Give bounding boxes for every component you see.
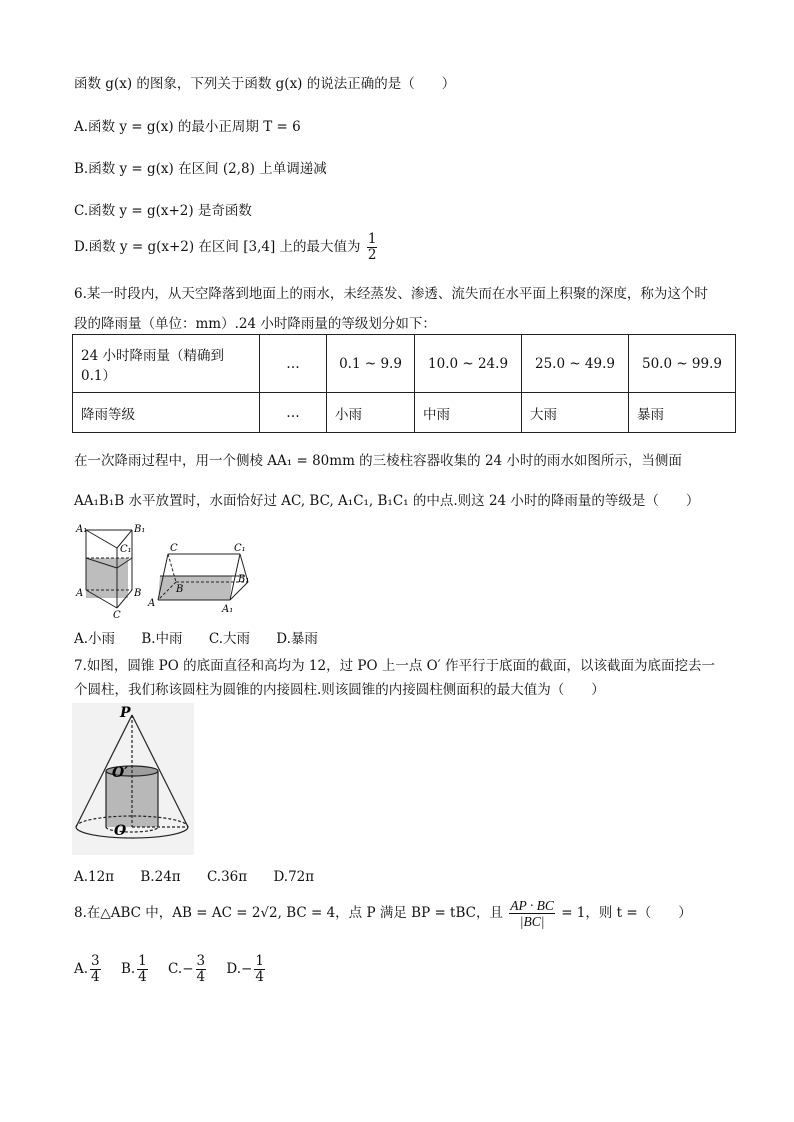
q6-option-d: D.暴雨: [276, 631, 318, 647]
label-o: O: [114, 823, 127, 839]
q8-option-c: [168, 954, 208, 985]
q6-options: [74, 627, 340, 647]
q8-fraction: [509, 898, 555, 929]
q7-option-c: C.36π: [206, 869, 248, 885]
q6-option-c: C.大雨: [208, 631, 250, 647]
q6-option-b: B.中雨: [141, 631, 183, 647]
q5-option-c: C.函数 y = g(x+2) 是奇函数: [74, 203, 252, 219]
q7-option-a: A.12π: [74, 869, 115, 885]
label-b-left: B: [134, 588, 142, 599]
q6-line-2: 段的降雨量（单位：mm）.24 小时降雨量的等级划分如下：: [74, 316, 436, 332]
q8-text-before: 8.在△ABC 中，AB = AC = 2√2, BC = 4，点 P 满足 BP = tBC，且: [74, 905, 503, 921]
label-b-right: B: [176, 584, 184, 595]
q7-line-2: 个圆柱，我们称该圆柱为圆锥的内接圆柱.则该圆锥的内接圆柱侧面积的最大值为（ ）: [74, 682, 605, 698]
fraction-denominator: 4: [196, 969, 206, 985]
fraction-denominator: 4: [255, 969, 264, 985]
label-b1-left: B₁: [134, 524, 146, 535]
table-cell: 暴雨: [628, 393, 735, 433]
q6-line-4: AA₁B₁B 水平放置时，水面恰好过 AC, BC, A₁C₁, B₁C₁ 的中点.则这 24 小时的降雨量的等级是（ ）: [74, 493, 700, 509]
fraction-numerator: 3: [196, 953, 206, 969]
rainfall-grade-table: [72, 334, 736, 433]
label-a1-right: A₁: [222, 604, 234, 615]
option-label: B.: [120, 961, 136, 977]
label-c1-left: C₁: [120, 544, 132, 555]
q5-option-b: B.函数 y = g(x) 在区间 (2,8) 上单调递减: [74, 161, 327, 177]
lying-prism: [158, 554, 248, 600]
q8-stem: [74, 898, 692, 929]
table-cell: 0.1 ~ 9.9: [327, 335, 415, 393]
label-a-right: A: [148, 598, 156, 609]
q6-line-1: 6.某一时段内，从天空降落到地面上的雨水，未经蒸发、渗透、流失而在水平面上积聚的深度，称为这个时: [74, 286, 708, 302]
fraction-numerator: AP · BC: [510, 898, 554, 913]
q7-option-b: B.24π: [140, 869, 181, 885]
fraction-denominator: 2: [367, 247, 377, 263]
q7-option-d: D.72π: [273, 869, 315, 885]
table-cell: …: [260, 393, 327, 433]
fraction-numerator: 1: [138, 953, 147, 969]
table-header-cell: 降雨等级: [73, 393, 260, 433]
fraction-denominator: 4: [138, 969, 147, 985]
option-fraction: [137, 954, 148, 985]
table-cell: 50.0 ~ 99.9: [628, 335, 735, 393]
table-cell: …: [260, 335, 327, 393]
label-c-left: C: [113, 610, 121, 620]
q5-option-d: [74, 232, 379, 263]
table-cell: 大雨: [522, 393, 629, 433]
label-o-prime: O′: [112, 765, 128, 781]
q6-line-3: 在一次降雨过程中，用一个侧棱 AA₁ = 80mm 的三棱柱容器收集的 24 小时的雨水如图所示，当侧面: [74, 453, 682, 469]
table-header-cell: 24 小时降雨量（精确到 0.1）: [73, 335, 260, 393]
label-c1-right: C₁: [234, 543, 246, 554]
fraction-denominator: 4: [91, 969, 100, 985]
option-fraction: [196, 954, 207, 985]
option-fraction: [90, 954, 101, 985]
prism-figure: [72, 520, 257, 620]
table-row: [73, 335, 736, 393]
option-fraction: [254, 954, 265, 985]
q7-line-1: 7.如图，圆锥 PO 的底面直径和高均为 12，过 PO 上一点 O′ 作平行于底面的截面，以该截面为底面挖去一: [74, 658, 716, 674]
q8-options: [74, 954, 281, 985]
label-c-right: C: [170, 543, 178, 554]
option-sign: −: [182, 961, 194, 977]
cone-figure: [72, 703, 194, 855]
fraction-numerator: 1: [255, 953, 264, 969]
label-b1-right: B₁: [238, 574, 250, 585]
fraction-numerator: 3: [91, 953, 100, 969]
q8-option-a: [74, 954, 103, 985]
q5-intro: 函数 g(x) 的图象，下列关于函数 g(x) 的说法正确的是（ ）: [74, 76, 456, 92]
q8-text-after: = 1，则 t =（ ）: [561, 905, 692, 921]
table-row: [73, 393, 736, 433]
fraction-numerator: 1: [367, 231, 377, 247]
fraction-denominator: |BC|: [519, 914, 545, 929]
table-cell: 小雨: [327, 393, 415, 433]
option-label: C.: [168, 961, 183, 977]
table-cell: 10.0 ~ 24.9: [415, 335, 522, 393]
q8-option-b: [121, 954, 150, 985]
label-a-left: A: [76, 588, 84, 599]
q7-options: [74, 869, 336, 885]
q5-option-d-fraction: [367, 232, 378, 263]
label-a1-left: A₁: [76, 524, 88, 535]
label-p: P: [120, 705, 131, 721]
q8-option-d: [226, 954, 267, 985]
option-label: D.: [226, 961, 242, 977]
option-label: A.: [74, 961, 89, 977]
q6-option-a: A.小雨: [74, 631, 116, 647]
upright-prism: [86, 530, 132, 608]
table-cell: 中雨: [415, 393, 522, 433]
table-cell: 25.0 ~ 49.9: [522, 335, 629, 393]
q5-option-d-text: D.函数 y = g(x+2) 在区间 [3,4] 上的最大值为: [74, 239, 361, 255]
option-sign: −: [241, 961, 253, 977]
q5-option-a: A.函数 y = g(x) 的最小正周期 T = 6: [74, 119, 301, 135]
